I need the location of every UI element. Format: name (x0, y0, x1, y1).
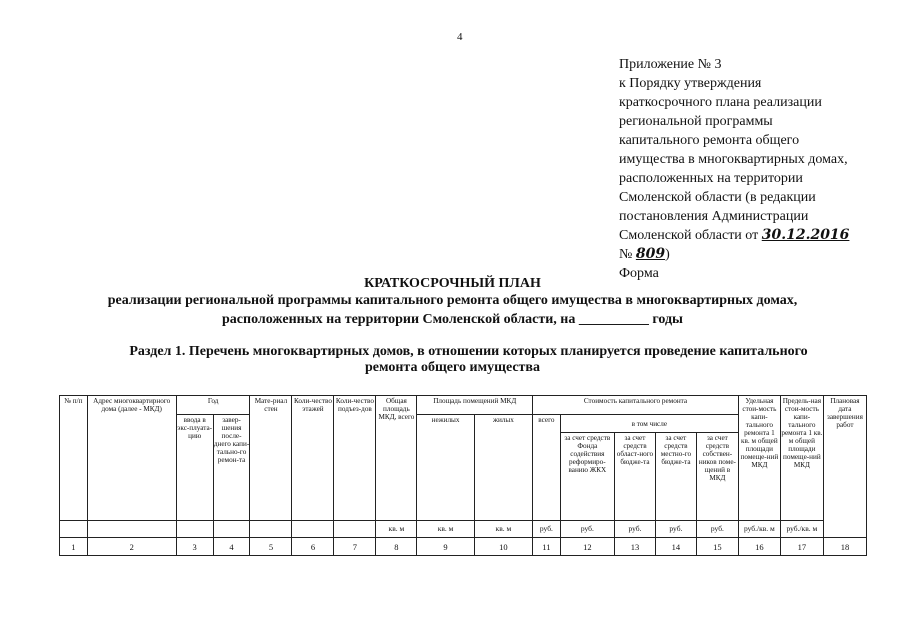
header-specific-cost: Удельная стои-мость капи-тального ремонта 1 кв. м общей площади помеще-ний МКД (738, 396, 780, 521)
column-number: 15 (696, 538, 738, 556)
section-heading-line2: ремонта общего имущества (365, 360, 540, 375)
appendix-line: Смоленской области (в редакции (619, 190, 816, 205)
plan-subtitle-line1: реализации региональной программы капитального ремонта общего имущества в многоквартирных домах, (107, 293, 798, 308)
column-number: 14 (655, 538, 696, 556)
header-floors: Коли-чество этажей (292, 396, 334, 521)
unit-cell: руб. (696, 521, 738, 538)
appendix-line: краткосрочного плана реализации (619, 95, 822, 110)
unit-cell: руб. (614, 521, 655, 538)
houses-table (59, 395, 867, 556)
header-year-last-repair: завер-шения после-днего капи-тально-го ремон-та (213, 415, 250, 521)
number-prefix: № (619, 247, 633, 262)
column-number: 8 (376, 538, 417, 556)
header-repair-cost: Стоимость капитального ремонта (533, 396, 739, 415)
column-number: 10 (474, 538, 532, 556)
unit-cell (250, 521, 292, 538)
header-total-area: Общая площадь МКД, всего (376, 396, 417, 521)
header-entrances: Коли-чество подъез-дов (334, 396, 376, 521)
column-number: 4 (213, 538, 250, 556)
unit-cell (87, 521, 176, 538)
column-number: 17 (780, 538, 823, 556)
number-suffix: ) (665, 247, 670, 262)
appendix-line: постановления Администрации (619, 209, 809, 224)
column-number: 1 (60, 538, 88, 556)
unit-cell (334, 521, 376, 538)
header-address: Адрес многоквартирного дома (далее - МКД) (87, 396, 176, 521)
handwritten-number: 809 (635, 246, 666, 262)
unit-cell: руб./кв. м (738, 521, 780, 538)
form-label: Форма (619, 266, 659, 281)
appendix-line: к Порядку утверждения (619, 76, 762, 91)
header-cost-including: в том числе (560, 415, 738, 433)
unit-cell: кв. м (474, 521, 532, 538)
header-owners-funds: за счет средств собствен-ников поме-щений в МКД (696, 433, 738, 521)
header-planned-date: Плановая дата завершения работ (823, 396, 866, 538)
column-number: 5 (250, 538, 292, 556)
header-regional-budget: за счет средств област-ного бюдже-та (614, 433, 655, 521)
unit-cell (60, 521, 88, 538)
unit-cell (292, 521, 334, 538)
column-number: 3 (176, 538, 213, 556)
unit-cell: руб./кв. м (780, 521, 823, 538)
header-walls: Мате-риал стен (250, 396, 292, 521)
header-nonresidential: нежилых (417, 415, 474, 521)
handwritten-date: 30.12.2016 (761, 227, 850, 243)
unit-cell (176, 521, 213, 538)
column-number: 12 (560, 538, 614, 556)
plan-subtitle-line2: расположенных на территории Смоленской области, на __________ годы (222, 312, 683, 327)
column-number: 7 (334, 538, 376, 556)
header-year-commission: ввода в экс-плуата-цию (176, 415, 213, 521)
appendix-line: региональной программы (619, 114, 773, 129)
column-number: 18 (823, 538, 866, 556)
unit-cell: руб. (560, 521, 614, 538)
column-number: 9 (417, 538, 474, 556)
header-local-budget: за счет средств местно-го бюдже-та (655, 433, 696, 521)
header-num: № п/п (60, 396, 88, 521)
header-residential: жилых (474, 415, 532, 521)
header-fund: за счет средств Фонда содействия реформиро-ванию ЖКХ (560, 433, 614, 521)
appendix-line: Приложение № 3 (619, 57, 722, 72)
appendix-line: расположенных на территории (619, 171, 803, 186)
date-prefix: Смоленской области от (619, 228, 759, 243)
unit-cell: кв. м (417, 521, 474, 538)
appendix-date-line (619, 226, 889, 245)
header-premises-area: Площадь помещений МКД (417, 396, 533, 415)
column-number: 16 (738, 538, 780, 556)
appendix-line: капитального ремонта общего (619, 133, 800, 148)
unit-cell: руб. (533, 521, 561, 538)
column-number: 6 (292, 538, 334, 556)
page-number: 4 (457, 31, 463, 43)
header-limit-cost: Предель-ная стои-мость капи-тального ремонта 1 кв. м общей площади помеще-ний МКД (780, 396, 823, 521)
appendix-block (619, 55, 889, 283)
column-number: 2 (87, 538, 176, 556)
header-year: Год (176, 396, 250, 415)
unit-cell (213, 521, 250, 538)
plan-title: КРАТКОСРОЧНЫЙ ПЛАН (364, 276, 541, 291)
header-cost-total: всего (533, 415, 561, 521)
unit-cell: руб. (655, 521, 696, 538)
appendix-line: имущества в многоквартирных домах, (619, 152, 848, 167)
unit-cell: кв. м (376, 521, 417, 538)
appendix-number-line (619, 245, 889, 264)
column-number: 11 (533, 538, 561, 556)
column-number: 13 (614, 538, 655, 556)
section-heading-line1: Раздел 1. Перечень многоквартирных домов, в отношении которых планируется проведение капитального (129, 344, 808, 359)
